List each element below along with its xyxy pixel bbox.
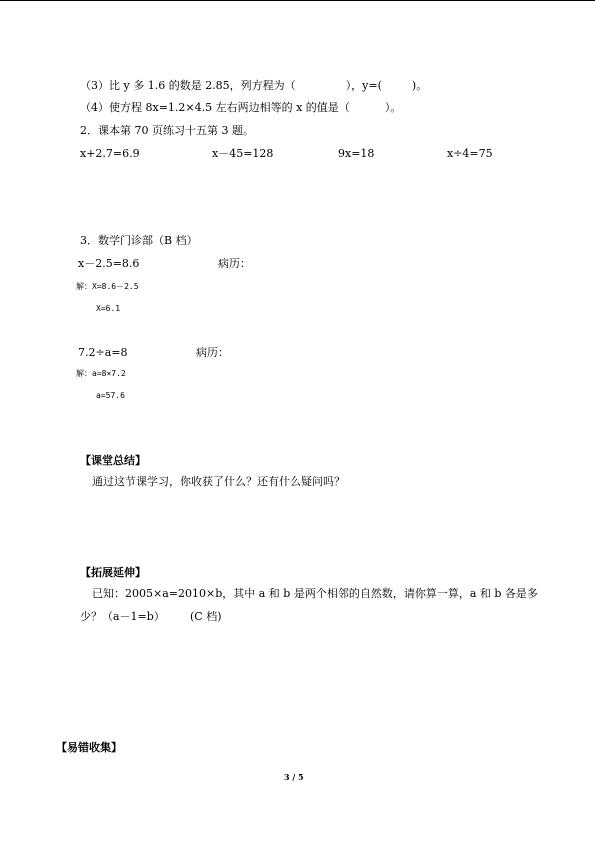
summary-text: 通过这节课学习，你收获了什么？还有什么疑问吗？ [92, 475, 345, 488]
q4-text-b: ）。 [384, 101, 402, 114]
question-4-line [80, 101, 401, 115]
q4-text-a: （4）使方程 8x=1.2×4.5 左右两边相等的 x 的值是（ [80, 101, 350, 114]
extension-level: (C 档) [190, 610, 222, 623]
top-rule [0, 0, 595, 1]
diagnosis-1-label: 病历： [218, 257, 251, 270]
equation-4: x÷4=75 [447, 147, 493, 160]
diagnosis-1-solution-2: X=6.1 [96, 304, 121, 313]
question-3-line [80, 79, 427, 93]
q3-text-a: （3）比 y 多 1.6 的数是 2.85，列方程为（ [80, 79, 296, 92]
diagnosis-1-solution-1: 解：X=8.6－2.5 [76, 282, 139, 291]
equation-1: x+2.7=6.9 [80, 147, 140, 160]
extension-line-1: 已知：2005×a=2010×b，其中 a 和 b 是两个相邻的自然数，请你算一算，a 和 b 各是多 [92, 587, 538, 600]
diagnosis-1-equation: x－2.5=8.6 [78, 257, 140, 270]
error-collection-title: 【易错收集】 [56, 741, 122, 754]
summary-title: 【课堂总结】 [80, 454, 146, 467]
diagnosis-2-label: 病历： [196, 346, 229, 359]
equation-3: 9x=18 [338, 147, 375, 160]
diagnosis-2-equation: 7.2÷a=8 [78, 346, 128, 359]
diagnosis-2-solution-1: 解：a=8×7.2 [76, 369, 126, 378]
page-number: 3 / 5 [284, 772, 304, 782]
q3-text-c: )。 [411, 79, 428, 92]
question-2-heading: 2．课本第 70 页练习十五第 3 题。 [80, 124, 254, 137]
question-3-heading: 3．数学门诊部（B 档） [80, 234, 198, 247]
extension-title: 【拓展延伸】 [80, 566, 146, 579]
q3-text-b: ），y=( [345, 79, 382, 92]
equation-2: x－45=128 [212, 147, 274, 160]
diagnosis-2-solution-2: a=57.6 [96, 391, 125, 400]
extension-line-2: 少？（a－1=b） [80, 610, 165, 623]
